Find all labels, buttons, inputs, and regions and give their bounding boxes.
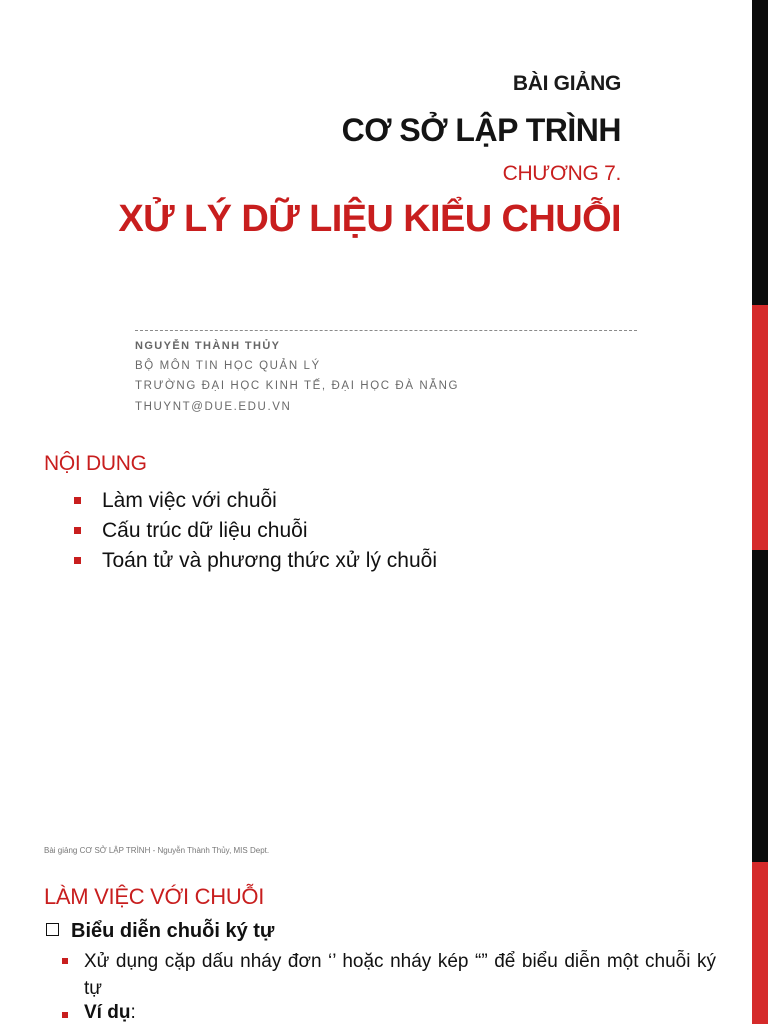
divider (135, 330, 637, 331)
subheading-label: Biểu diễn chuỗi ký tự (71, 920, 275, 942)
example-colon: : (130, 1002, 136, 1023)
example-label-text: Ví dụ (84, 1002, 131, 1023)
department: BỘ MÔN TIN HỌC QUẢN LÝ (135, 360, 321, 372)
side-bar-dark (752, 0, 768, 305)
university: TRƯỜNG ĐẠI HỌC KINH TẾ, ĐẠI HỌC ĐÀ NẴNG (135, 380, 460, 392)
email: THUYNT@DUE.EDU.VN (135, 401, 292, 413)
contents-item-label: Toán tử và phương thức xử lý chuỗi (102, 549, 437, 572)
contents-item-label: Làm việc với chuỗi (102, 489, 277, 512)
chapter-number: CHƯƠNG 7. (502, 162, 621, 185)
checkbox-bullet-icon (46, 923, 59, 936)
lecture-label: BÀI GIẢNG (512, 72, 621, 95)
side-bar-accent (752, 862, 768, 1024)
content-slide (0, 860, 752, 1024)
bullet-square-icon (74, 557, 81, 564)
course-title: CƠ SỞ LẬP TRÌNH (341, 112, 621, 148)
example-label (84, 1002, 136, 1024)
side-bar-accent (752, 305, 768, 550)
slide-footer: Bài giảng CƠ SỞ LẬP TRÌNH - Nguyễn Thành Thủy, MIS Dept. (44, 846, 270, 855)
chapter-topic: XỬ LÝ DỮ LIỆU KIỂU CHUỖI (118, 198, 621, 240)
bullet-square-icon (62, 1012, 68, 1018)
contents-list (74, 486, 437, 576)
contents-title: NỘI DUNG (44, 452, 147, 475)
subheading (46, 920, 274, 943)
bullet-square-icon (62, 958, 68, 964)
contents-item-label: Cấu trúc dữ liệu chuỗi (102, 519, 308, 542)
contents-item (74, 516, 437, 546)
contents-item (74, 486, 437, 516)
bullet-square-icon (74, 497, 81, 504)
side-bar-dark (752, 550, 768, 862)
slide-title: LÀM VIỆC VỚI CHUỖI (44, 884, 265, 909)
bullet-text: Xử dụng cặp dấu nháy đơn ‘’ hoặc nháy kép “” để biểu diễn một chuỗi ký tự (84, 951, 716, 999)
contents-item (74, 546, 437, 576)
bullet-square-icon (74, 527, 81, 534)
author-name: NGUYỄN THÀNH THỦY (135, 340, 281, 352)
